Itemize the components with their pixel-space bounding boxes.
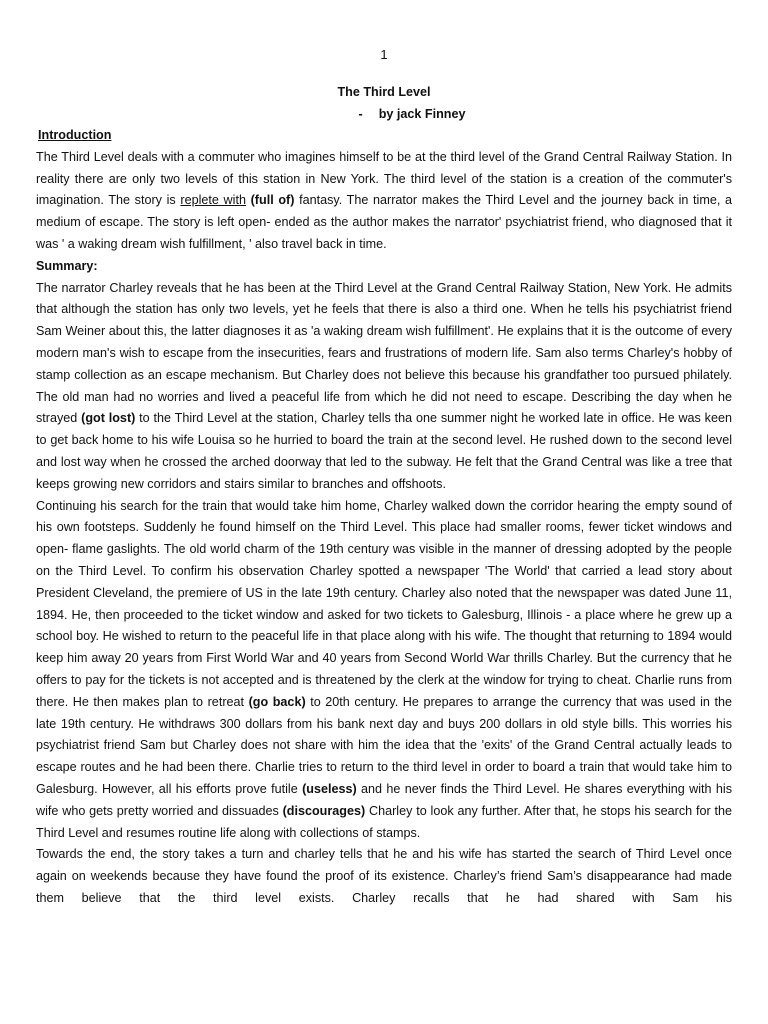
- summary-heading: Summary:: [36, 258, 98, 273]
- summary-p1-text-b: to the Third Level at the station, Charley tells tha one summer night he worked late in office. He was keen to get back home to his wife Louisa so he hurried to board the train at the second level. He rushed down to the second level and lost way when he crossed the arched doorway that led to the subway. He felt that the Grand Central was like a tree that keeps growing new corridors and stairs similar to branches and offshoots.: [36, 411, 732, 491]
- page-number: 1: [380, 47, 388, 62]
- summary-paragraph-2: [36, 496, 732, 845]
- document-title: The Third Level: [337, 85, 431, 99]
- summary-p2-bold-gloss-1: (go back): [248, 694, 306, 709]
- summary-p1-text-a: The narrator Charley reveals that he has been at the Third Level at the Grand Central Railway Station, New York. He admits that although the station has only two levels, yet he feels that there is also a third one. When he tells his psychiatrist friend Sam Weiner about this, the latter diagnoses it as 'a waking dream wish fulfillment'. He explains that it is the outcome of every modern man's wish to escape from the insecurities, fears and frustrations of modern life. Sam also terms Charley's hobby of stamp collection as an escape mechanism. But Charley does not believe this because his grandfather too pursued philately. The old man had no worries and lived a peaceful life from which he did not need to escape. Describing the day when he strayed: [36, 280, 732, 426]
- intro-bold-gloss: (full of): [250, 193, 295, 208]
- intro-text-b: fantasy. The narrator makes the Third Level and the journey back in time, a medium of escape. The story is left open- ended as the author makes the narrator' psychiatrist friend, who diagnosed that it was ' a waking dream wish fulfillment, ' also travel back in time.: [36, 193, 732, 251]
- summary-p2-bold-gloss-3: (discourages): [282, 803, 366, 818]
- intro-text-a: The Third Level deals with a commuter who imagines himself to be at the third level of the Grand Central Railway Station. In reality there are only two levels of this station in New York. The third level of the station is a creation of the commuter's imagination. The story is: [36, 149, 732, 208]
- summary-p2-text-a: Continuing his search for the train that would take him home, Charley walked down the corridor hearing the empty sound of his own footsteps. Suddenly he found himself on the Third Level. This place had smaller rooms, fewer ticket windows and open- flame gaslights. The old world charm of the 19th century was visible in the manner of dressing adopted by the people on the Third Level. To confirm his observation Charley spotted a newspaper 'The World' that carried a lead story about President Cleveland, the premiere of US in the late 19th century. Charley also noted that the newspaper was dated June 11, 1894. He, then proceeded to the ticket window and asked for two tickets to Galesburg, Illinois - a place where he grew up a school boy. He wished to return to the peaceful life in that place along with his wife. The thought that returning to 1894 would keep him away 20 years from First World War and 40 years from Second World War thrills Charley. But the currency that he offers to pay for the tickets is not accepted and is threatened by the clerk at the window for trying to cheat. Charlie runs from there. He then makes plan to retreat: [36, 498, 732, 709]
- summary-paragraph-1: [36, 278, 732, 496]
- summary-p2-text-b: to 20th century. He prepares to arrange the currency that was used in the late 19th century. He withdraws 300 dollars from his bank next day and buys 200 dollars in old style bills. This worries his psychiatrist friend Sam but Charley does not share with him the idea that the 'exits' of the Grand Central actually leads to escape routes and he had been there. Charlie tries to return to the third level in order to board a train that would take him to Galesburg. However, all his efforts prove futile: [36, 694, 732, 796]
- summary-p2-text-d: Charley to look any further. After that, he stops his search for the Third Level and resumes routine life along with collections of stamps.: [36, 803, 732, 840]
- introduction-heading: [36, 125, 732, 147]
- intro-underlined-phrase: replete with: [180, 193, 246, 208]
- summary-p2-bold-gloss-2: (useless): [302, 781, 357, 796]
- summary-p1-bold-gloss: (got lost): [81, 411, 136, 426]
- summary-paragraph-3: Towards the end, the story takes a turn and charley tells that he and his wife has started the search of Third Level once again on weekends because they have found the proof of its existence. Charley’s friend Sam’s disappearance had made them believe that the third level exists. Charley recalls that he had shared with Sam his: [36, 847, 732, 905]
- summary-p2-text-c: and he never finds the Third Level. He shares everything with his wife who gets pretty worried and dissuades: [36, 781, 732, 818]
- author-dash: -: [358, 107, 363, 121]
- introduction-paragraph: [36, 147, 732, 256]
- author-line: [36, 103, 732, 125]
- introduction-heading-text: Introduction: [38, 128, 112, 142]
- author-name: by jack Finney: [378, 107, 466, 121]
